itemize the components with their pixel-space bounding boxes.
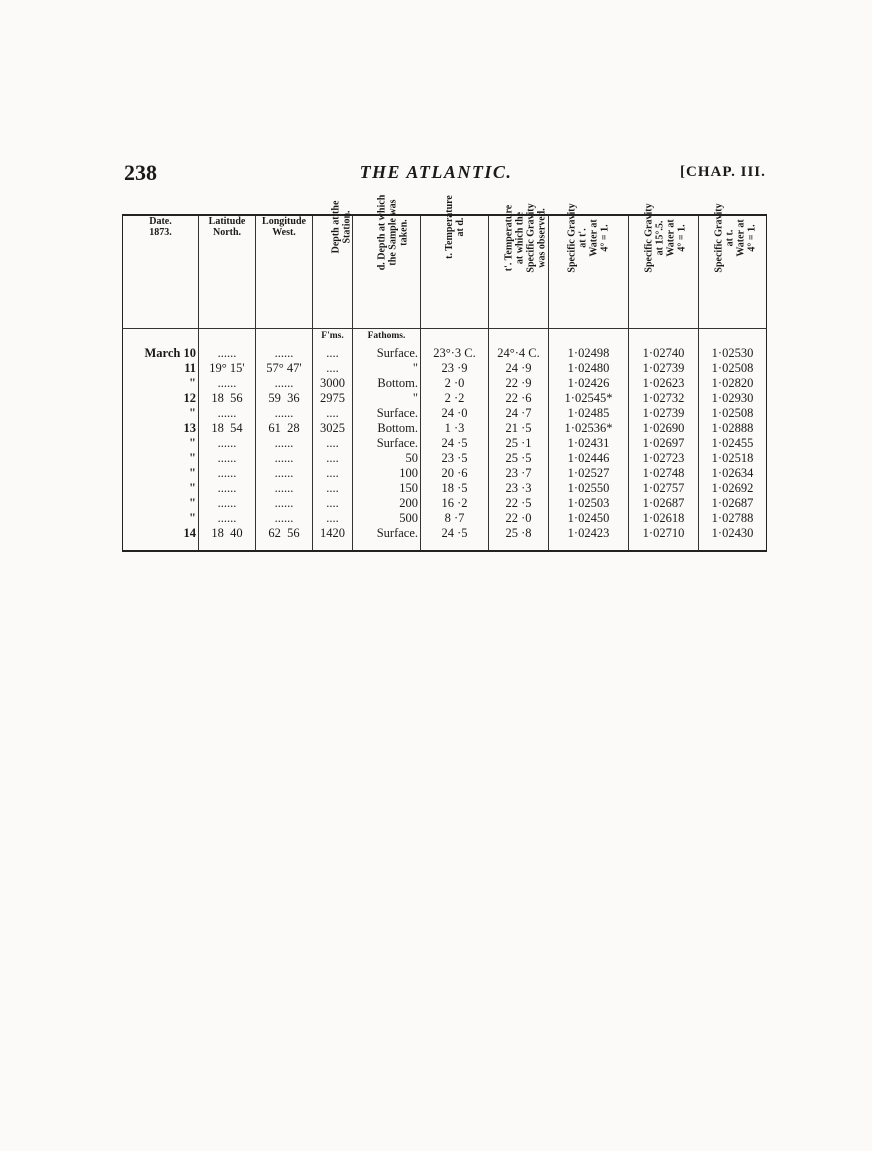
cell-specific-gravity-tprime: 1·02498 [549,345,629,360]
cell-longitude: ...... [256,495,313,510]
cell-temperature: 24 ·5 [421,525,489,540]
cell-longitude: ...... [256,465,313,480]
cell-specific-gravity-tprime: 1·02446 [549,450,629,465]
table-row [123,420,767,435]
column-header-sample-depth: d. Depth at which the Sample was taken. [353,215,421,329]
cell-longitude: ...... [256,375,313,390]
cell-observation-temperature: 24 ·7 [489,405,549,420]
cell-observation-temperature: 24°·4 C. [489,345,549,360]
cell-temperature: 23 ·5 [421,450,489,465]
cell-longitude: 62 56 [256,525,313,540]
cell-specific-gravity-15-5: 1·02732 [629,390,699,405]
cell-temperature: 20 ·6 [421,465,489,480]
cell-station-depth: 1420 [313,525,353,540]
cell-longitude: ...... [256,480,313,495]
cell-station-depth: .... [313,495,353,510]
cell-sample-depth: " [353,390,421,405]
cell-temperature: 24 ·0 [421,405,489,420]
cell-latitude: 18 40 [199,525,256,540]
cell-longitude: ...... [256,510,313,525]
cell-specific-gravity-15-5: 1·02739 [629,405,699,420]
cell-station-depth: .... [313,405,353,420]
cell-latitude: ...... [199,495,256,510]
cell-date: " [123,495,199,510]
table-row [123,495,767,510]
table-row [123,510,767,525]
cell-latitude: ...... [199,375,256,390]
cell-sample-depth: Surface. [353,525,421,540]
cell-date: " [123,465,199,480]
cell-specific-gravity-t: 1·02888 [711,421,754,435]
cell-station-depth: .... [313,450,353,465]
cell-latitude: 19° 15' [199,360,256,375]
cell-specific-gravity-t: 1·02634 [711,466,754,480]
cell-sample-depth: Bottom. [353,375,421,390]
units-row [123,329,767,346]
column-header-station-depth: Depth at the Station. [313,215,353,329]
table-row [123,360,767,375]
cell-latitude: ...... [199,450,256,465]
cell-specific-gravity-tprime: 1·02503 [549,495,629,510]
column-header-observation-temperature: t'. Temperature at which the Specific Gravity was observed. [489,215,549,329]
table-row [123,390,767,405]
table-row [123,525,767,540]
cell-latitude: ...... [199,405,256,420]
cell-temperature: 2 ·0 [421,375,489,390]
cell-specific-gravity-15-5: 1·02748 [629,465,699,480]
cell-station-depth: .... [313,480,353,495]
table-row [123,375,767,390]
cell-specific-gravity-15-5: 1·02739 [629,360,699,375]
cell-observation-temperature: 22 ·5 [489,495,549,510]
table-row [123,480,767,495]
cell-specific-gravity-t: 1·02687 [711,496,754,510]
cell-observation-temperature: 22 ·6 [489,390,549,405]
cell-specific-gravity-t: 1·02930 [711,391,754,405]
cell-observation-temperature: 23 ·3 [489,480,549,495]
unit-fathoms: Fathoms. [353,329,421,346]
cell-temperature: 16 ·2 [421,495,489,510]
cell-date: 14 [123,525,199,540]
cell-specific-gravity-tprime: 1·02423 [549,525,629,540]
cell-specific-gravity-15-5: 1·02740 [629,345,699,360]
cell-specific-gravity-t: 1·02530 [711,346,754,360]
cell-latitude: ...... [199,480,256,495]
cell-station-depth: .... [313,360,353,375]
cell-sample-depth: 100 [353,465,421,480]
cell-temperature: 8 ·7 [421,510,489,525]
cell-date: March 10 [123,345,199,360]
cell-specific-gravity-15-5: 1·02697 [629,435,699,450]
cell-specific-gravity-t: 1·02788 [711,511,754,525]
cell-observation-temperature: 22 ·9 [489,375,549,390]
cell-date: 13 [123,420,199,435]
cell-latitude: 18 54 [199,420,256,435]
cell-sample-depth: 50 [353,450,421,465]
cell-temperature: 24 ·5 [421,435,489,450]
cell-sample-depth: Surface. [353,345,421,360]
cell-specific-gravity-tprime: 1·02527 [549,465,629,480]
cell-latitude: ...... [199,345,256,360]
cell-station-depth: 3025 [313,420,353,435]
table-row [123,405,767,420]
cell-sample-depth: 500 [353,510,421,525]
table-row [123,465,767,480]
cell-specific-gravity-tprime: 1·02480 [549,360,629,375]
cell-specific-gravity-15-5: 1·02710 [629,525,699,540]
cell-specific-gravity-15-5: 1·02757 [629,480,699,495]
cell-date: 11 [123,360,199,375]
cell-station-depth: 3000 [313,375,353,390]
cell-temperature: 1 ·3 [421,420,489,435]
cell-specific-gravity-tprime: 1·02550 [549,480,629,495]
cell-observation-temperature: 23 ·7 [489,465,549,480]
cell-station-depth: 2975 [313,390,353,405]
cell-longitude: ...... [256,405,313,420]
cell-specific-gravity-t: 1·02518 [711,451,754,465]
cell-station-depth: .... [313,345,353,360]
cell-date: " [123,450,199,465]
cell-specific-gravity-t: 1·02820 [711,376,754,390]
cell-sample-depth: 200 [353,495,421,510]
cell-observation-temperature: 21 ·5 [489,420,549,435]
table-row [123,450,767,465]
cell-observation-temperature: 25 ·5 [489,450,549,465]
cell-longitude: ...... [256,435,313,450]
cell-specific-gravity-15-5: 1·02687 [629,495,699,510]
cell-latitude: ...... [199,510,256,525]
cell-specific-gravity-t: 1·02692 [711,481,754,495]
cell-specific-gravity-tprime: 1·02450 [549,510,629,525]
cell-observation-temperature: 24 ·9 [489,360,549,375]
cell-date: " [123,375,199,390]
cell-specific-gravity-15-5: 1·02690 [629,420,699,435]
cell-longitude: ...... [256,345,313,360]
cell-specific-gravity-tprime: 1·02485 [549,405,629,420]
cell-specific-gravity-tprime: 1·02426 [549,375,629,390]
column-header-date: Date. 1873. [123,215,199,329]
table-row [123,345,767,360]
cell-longitude: 61 28 [256,420,313,435]
cell-specific-gravity-t: 1·02430 [711,526,754,540]
cell-observation-temperature: 25 ·8 [489,525,549,540]
cell-latitude: 18 56 [199,390,256,405]
cell-specific-gravity-tprime: 1·02536* [549,420,629,435]
cell-specific-gravity-t: 1·02508 [711,361,754,375]
cell-date: " [123,480,199,495]
cell-temperature: 23 ·9 [421,360,489,375]
cell-sample-depth: Surface. [353,405,421,420]
cell-temperature: 23°·3 C. [421,345,489,360]
cell-specific-gravity-t: 1·02455 [711,436,754,450]
column-header-longitude: Longitude West. [256,215,313,329]
running-title: THE ATLANTIC. [359,162,513,182]
chapter-label: [CHAP. III. [680,164,766,180]
cell-observation-temperature: 25 ·1 [489,435,549,450]
cell-specific-gravity-15-5: 1·02723 [629,450,699,465]
hydrographic-data-table [122,194,767,552]
cell-latitude: ...... [199,465,256,480]
cell-date: " [123,510,199,525]
cell-sample-depth: 150 [353,480,421,495]
cell-longitude: 57° 47' [256,360,313,375]
cell-longitude: ...... [256,450,313,465]
cell-specific-gravity-15-5: 1·02618 [629,510,699,525]
page-header [0,160,872,190]
cell-date: " [123,405,199,420]
column-header-specific-gravity-t: Specific Gravity at t. Water at 4° = 1. [699,215,767,329]
column-header-temperature-at-depth: t. Temperature at d. [421,215,489,329]
cell-longitude: 59 36 [256,390,313,405]
cell-date: 12 [123,390,199,405]
cell-specific-gravity-15-5: 1·02623 [629,375,699,390]
unit-fathoms-short: F'ms. [313,329,353,346]
cell-temperature: 2 ·2 [421,390,489,405]
column-header-specific-gravity-15-5: Specific Gravity at 15°.5. Water at 4° = 1. [629,215,699,329]
cell-station-depth: .... [313,465,353,480]
cell-sample-depth: Bottom. [353,420,421,435]
cell-sample-depth: Surface. [353,435,421,450]
cell-station-depth: .... [313,510,353,525]
cell-station-depth: .... [313,435,353,450]
table-row [123,435,767,450]
cell-observation-temperature: 22 ·0 [489,510,549,525]
cell-date: " [123,435,199,450]
cell-specific-gravity-tprime: 1·02431 [549,435,629,450]
cell-specific-gravity-tprime: 1·02545* [549,390,629,405]
cell-sample-depth: " [353,360,421,375]
column-header-latitude: Latitude North. [199,215,256,329]
cell-specific-gravity-t: 1·02508 [711,406,754,420]
page-number: 238 [124,160,157,185]
cell-temperature: 18 ·5 [421,480,489,495]
column-header-specific-gravity-tprime: Specific Gravity at t'. Water at 4° = 1. [549,215,629,329]
cell-latitude: ...... [199,435,256,450]
